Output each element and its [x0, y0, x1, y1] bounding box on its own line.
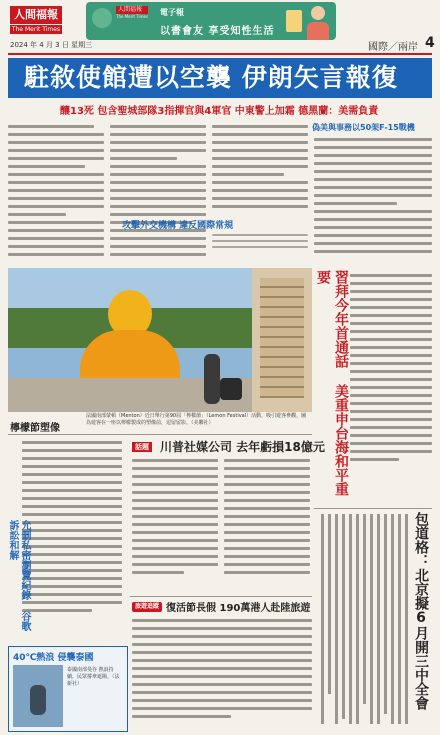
subhead-tanks: 攻擊外交機構 違反國際常規: [122, 221, 234, 231]
section-label: 國際／兩岸: [368, 42, 418, 53]
promo-logo-en: The Merit Times: [116, 14, 149, 19]
logo: [10, 6, 62, 38]
trump-body-col-1: [132, 456, 218, 574]
sanctions-rule: [130, 596, 312, 597]
heatwave-photo: [13, 665, 63, 727]
sanctions-body: [132, 616, 312, 718]
promo-leaf-icon: [92, 8, 112, 28]
right-body-col: [314, 134, 432, 253]
lead-headline-bar: [8, 58, 432, 98]
logo-en: The Merit Times: [11, 26, 61, 33]
lead-body-col-2: [110, 121, 206, 263]
issue-date: 2024 年 4 月 3 日 星期三: [10, 41, 93, 49]
masthead: [0, 0, 440, 57]
bao-rule: [314, 508, 432, 509]
lead-deck: 釀13死 包含聖城部隊3指揮官與4軍官 中東警上加霜 德黑蘭：美需負責: [60, 106, 379, 117]
google-rule: [8, 434, 312, 435]
promo-blurb: 以書會友 享受知性生活: [160, 26, 275, 37]
lead-headline: 駐敘使館遭以空襲 伊朗矢言報復: [24, 63, 398, 92]
masthead-rule: [8, 53, 432, 55]
subhead-baozhuan: 包道格：北京擬6月開三中全會: [413, 512, 429, 710]
visitor-figure: [204, 354, 220, 404]
subhead-tanks-right: 偽美與事務以50架F-15戰機: [312, 123, 415, 132]
promo-heading: 電子報: [160, 8, 184, 17]
lead-body-col-3: [212, 121, 308, 211]
promo-person-illustration: [306, 6, 330, 40]
lemon-caption: 檸檬節塑像: [10, 423, 60, 434]
google-body: [22, 438, 122, 612]
trump-tag: 話題: [132, 442, 152, 452]
promo-banner[interactable]: [86, 2, 336, 40]
lemon-sculpture-body: [80, 330, 180, 382]
lemon-photo: [8, 268, 252, 412]
promo-book-icon: [286, 10, 302, 32]
lead-body-col-1: [8, 121, 104, 263]
subhead-google: 允刪私密瀏覽紀錄 谷歌訴訟和解: [7, 520, 30, 631]
lemon-credit: 法國南部蒙頓（Menton）近日舉行第90屆「檸檬節」（Lemon Festival）活動，吸引遊客參觀，圖為遊客在一座以檸檬製成的塑像前，逗留留影。（美聯社）: [86, 413, 307, 426]
promo-logo-cn: 人間福報: [116, 6, 148, 14]
page-number: 4: [425, 35, 435, 51]
lead-body-col-2b: [212, 232, 308, 248]
subhead-xi-biden: 習拜今年首通話 美重申台海和平重要: [315, 270, 349, 496]
xi-biden-body: [350, 272, 432, 461]
stroller-figure: [220, 378, 242, 400]
heatwave-caption: 泰國南部曼谷 熱浪持續，民眾撐傘遮陽。（法新社）: [67, 667, 120, 687]
bao-body: [316, 514, 408, 728]
heatwave-box: [8, 646, 128, 732]
subhead-heatwave: 40℃熱浪 侵襲泰國: [13, 653, 94, 663]
logo-cn: 人間福報: [10, 6, 62, 24]
sanctions-tag: 旅遊追蹤: [132, 602, 162, 612]
promo-logo: [116, 6, 148, 19]
subhead-sanctions: 復活節長假 190萬港人赴陸旅遊: [166, 603, 311, 614]
building-photo: [252, 268, 312, 412]
trump-body-col-2: [224, 456, 310, 574]
subhead-trump-media: 川普社媒公司 去年虧損18億元: [160, 440, 325, 454]
